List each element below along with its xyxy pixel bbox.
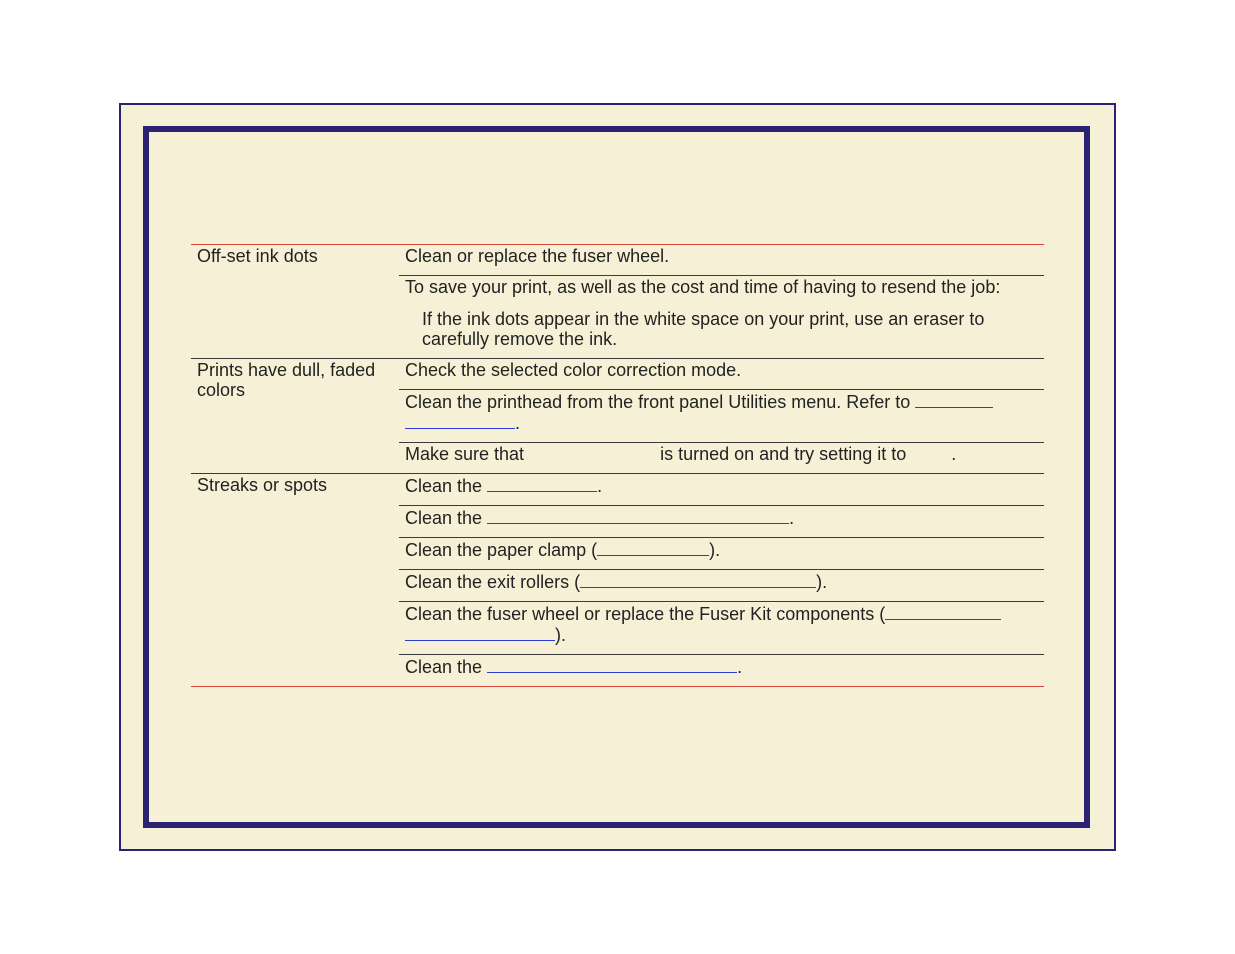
solution-text: To save your print, as well as the cost and time of having to resend the job: (405, 277, 1001, 297)
solution-end: . (597, 476, 603, 496)
solution-item (399, 389, 1044, 442)
solution-end: ). (555, 625, 566, 645)
table-row (191, 358, 1044, 473)
solutions-list (399, 245, 1044, 358)
solution-item (399, 474, 1044, 505)
problem-label: Prints have dull, faded colors (197, 360, 376, 400)
solution-text: Clean the exit rollers ( (405, 572, 581, 592)
troubleshooting-table (191, 244, 1044, 687)
cross-reference-link-continued[interactable] (405, 624, 555, 641)
solution-text: Check the selected color correction mode. (405, 360, 742, 380)
solution-item (399, 442, 1044, 473)
solution-item (399, 569, 1044, 601)
cross-reference-link-continued[interactable] (405, 412, 515, 429)
solution-item (399, 654, 1044, 686)
solution-end: . (737, 657, 743, 677)
problem-label: Streaks or spots (197, 475, 328, 495)
solution-subtext: If the ink dots appear in the white space on your print, use an eraser to carefully remove the ink. (422, 309, 985, 349)
solution-item (399, 245, 1044, 275)
cross-reference-link[interactable] (487, 475, 597, 492)
cross-reference-link[interactable] (915, 391, 993, 408)
solution-text: Clean the (405, 476, 483, 496)
solution-text: Clean the (405, 508, 483, 528)
solution-text: Make sure that (405, 444, 525, 464)
cross-reference-link[interactable] (885, 603, 1001, 620)
cross-reference-link[interactable] (580, 571, 816, 588)
solution-text: Clean or replace the fuser wheel. (405, 246, 670, 266)
solution-end: ). (709, 540, 721, 560)
cross-reference-link[interactable] (597, 539, 709, 556)
solution-end: ). (816, 572, 828, 592)
solution-item (399, 275, 1044, 358)
solutions-list (399, 474, 1044, 686)
table-row (191, 245, 1044, 358)
problem-label: Off-set ink dots (197, 246, 318, 266)
solution-text: is turned on and try setting it to (660, 444, 907, 464)
solution-item (399, 537, 1044, 569)
cross-reference-link[interactable] (487, 507, 789, 524)
solution-end: . (951, 444, 957, 464)
solution-text: Clean the paper clamp ( (405, 540, 598, 560)
solution-item (399, 505, 1044, 537)
solution-text: Clean the fuser wheel or replace the Fuser Kit components ( (405, 604, 886, 624)
solution-end: . (789, 508, 795, 528)
solution-item (399, 601, 1044, 654)
solution-item (399, 359, 1044, 389)
solution-end: . (515, 413, 521, 433)
cross-reference-link[interactable] (487, 656, 737, 673)
solution-text: Clean the (405, 657, 483, 677)
table-row (191, 473, 1044, 686)
solution-text: Clean the printhead from the front panel Utilities menu. Refer to (405, 392, 911, 412)
solutions-list (399, 359, 1044, 473)
